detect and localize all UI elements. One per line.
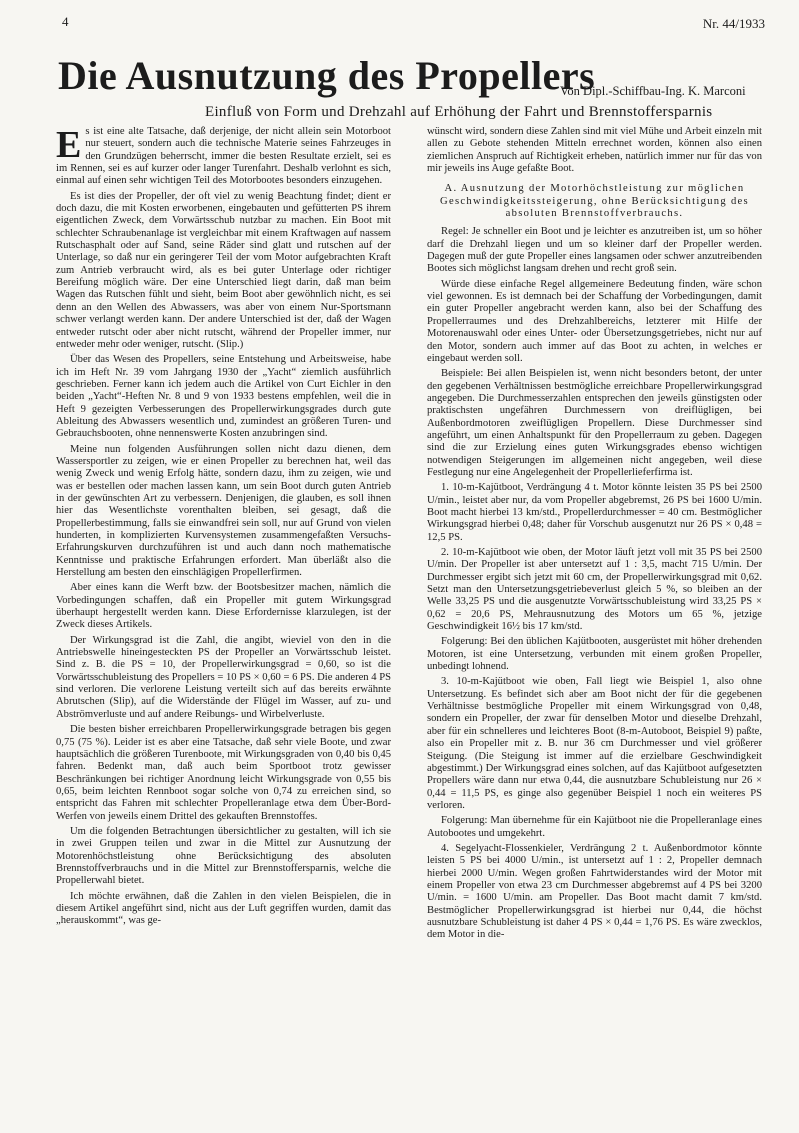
paragraph: Die besten bisher erreichbaren Propellerwirkungsgrade betragen bis gegen 0,75 (75 %). Leider ist es aber eine Tatsache, daß sehr viele Boote, und zwar hauptsächlich die größeren Turenboote, mit Wirkungsgraden von 0,40 bis 0,45 fahren. Bedenkt man, daß auch beim Sportboot trotz gewisser Beschränkungen bei richtiger Anordnung leicht Wirkungsgrade von 0,55 bis 0,65, beim leichten Rennboot sogar solche von 0,74 zu erreichen sind, so entspricht das Fahren mit schlechter Propelleranlage etwa dem Über-Bord-Werfen von jeweils einem Drittel des gekauften Brennstoffes. [56, 724, 391, 822]
example-paragraph: 1. 10-m-Kajütboot, Verdrängung 4 t. Motor könnte leisten 35 PS bei 2500 U/min., leistet aber nur, da vom Propeller abgebremst, 26 PS bei 1600 U/min. Boot macht hierbei 13 km/std., Propellerdurchmesser = 40 cm. Bestmöglicher Wirkungsgrad hierbei 0,48; daher für Vorschub ausgenutzt nur 26 PS × 0,48 = 12,5 PS. [427, 482, 762, 543]
example-paragraph: 2. 10-m-Kajütboot wie oben, der Motor läuft jetzt voll mit 35 PS bei 2500 U/min. Der Propeller ist aber untersetzt auf 1 : 3,5, macht 715 U/min. Der Durchmesser ergibt sich jetzt mit 60 cm, der Propellerwirkungsgrad mit 0,62. Setzt man den Untersetzungsgetriebeverlust gleich 5 %, so bleiben an der Welle 33,25 PS und die ausgenutzte Vorwärtsschubleistung wird 33,25 PS × 0,62 = 20,6 PS, Mehrausnutzung des Motors um 65 %, jetzige Geschwindigkeit 16½ bis 17 km/std. [427, 547, 762, 633]
section-heading: A. Ausnutzung der Motorhöchstleistung zur möglichen Geschwindigkeitssteigerung, ohne Berücksichtigung des absoluten Brennstoffverbrauchs. [440, 183, 749, 220]
paragraph: Der Wirkungsgrad ist die Zahl, die angibt, wieviel von den in die Antriebswelle hineingesteckten PS der Propeller an Vorwärtsschub leistet. Sind z. B. die PS = 10, der Propellerwirkungsgrad = 0,60, so ist die Vorwärtsschubleistung des Propellers = 10 PS × 0,60 = 6 PS. Die anderen 4 PS sind verloren. Die verlorene Leistung verteilt sich auf das bereits erwähnte Abrutschen (Slip), auf die Widerstände der Flügel im Wasser, auf zu- und Abströmverluste und auf andere Reibungs- und Wirbelverluste. [56, 634, 391, 720]
issue-number: Nr. 44/1933 [702, 16, 765, 31]
paragraph: Würde diese einfache Regel allgemeinere Bedeutung finden, wäre schon viel gewonnen. Es ist demnach bei der Schaffung der Vorbedingungen, damit ein guter Propeller angebracht werden kann, also bei der Schaffung des Propellerraumes und des Drehzahlbereichs, letzterer mit Hilfe der Motorenauswahl oder eines Unter- oder Übersetzungsgetriebes, nicht nur auf den Motor, sondern auch immer auf das Boot zu achten, in welches er eingebaut werden soll. [427, 278, 762, 364]
conclusion-paragraph: Folgerung: Bei den üblichen Kajütbooten, ausgerüstet mit höher drehenden Motoren, ist eine Untersetzung, verbunden mit einem großen Propeller, unbedingt lohnend. [427, 636, 762, 673]
paragraph: Es ist dies der Propeller, der oft viel zu wenig Beachtung findet; dient er doch dazu, die mit Kosten erworbenen, eingebauten und gefütterten PS ihrem eigentlichen Zweck, dem Vorwärtsschub nutzbar zu machen. Ein Boot mit schlechter Schraubenanlage ist vergleichbar mit einem Kraftwagen auf nassem Rutschasphalt oder auf Sand, seine Räder sind glatt und rutschen auf der Unterlage, so daß nur ein geringerer Teil der vom Motor aufgebrachten Kraft zum Antrieb verbraucht wird, als es bei guter Unterlage oder richtiger Bereifung möglich wäre. Der eine Unterschied liegt darin, daß man beim Wagen das Rutschen fühlt und sieht, beim Boot aber gewöhnlich nicht, es sei denn an den Wellen des Abwassers, was aber von einem Nur-Sportsmann schwer verlangt werden kann. Der andere Unterschied ist der, daß der Wagen entweder rutscht oder aber nicht rutscht, während der Propeller immer, nur entweder mehr oder weniger, rutscht. (Slip.) [56, 190, 391, 350]
paragraph: Ich möchte erwähnen, daß die Zahlen in den vielen Beispielen, die in diesem Artikel angeführt sind, nicht aus der Luft gegriffen wurden, damit das „herauskommt“, was ge- [56, 890, 391, 927]
article-title: Die Ausnutzung des Propellers [58, 53, 596, 98]
conclusion-paragraph: Folgerung: Man übernehme für ein Kajütboot nie die Propelleranlage eines Autobootes und umgekehrt. [427, 815, 762, 839]
drop-cap: E [56, 124, 82, 166]
left-column [56, 126, 391, 1116]
paragraph: Regel: Je schneller ein Boot und je leichter es anzutreiben ist, um so höher darf die Drehzahl liegen und um so kleiner darf der Propeller werden. Dagegen muß der gute Propeller eines langsamen oder schwer anzutreibenden Bootes sich möglichst langsam drehen und recht groß sein. [427, 226, 762, 275]
paragraph: Beispiele: Bei allen Beispielen ist, wenn nicht besonders betont, der unter den gegebenen Verhältnissen bestmögliche erreichbare Propellerwirkungsgrad angegeben. Die Durchmesserzahlen entsprechen den jeweils günstigsten oder praktischsten ungefähren Durchmessern von dreiflügligen, bei Außenbordmotoren zweiflügligen Propellern. Diese Durchmesser sind angeführt, um einen Anhaltspunkt für den Propellerraum zu geben. Dagegen sind die zur Erzielung eines guten Wirkungsgrades ebenso wichtigen notwendigen Steigerungen im allgemeinen nicht angegeben, weil diese Festlegung nur eine Angelegenheit der Propellerlieferfirma ist. [427, 368, 762, 478]
article-byline: Von Dipl.-Schiffbau-Ing. K. Marconi [560, 84, 746, 98]
example-paragraph: 3. 10-m-Kajütboot wie oben, Fall liegt wie Beispiel 1, also ohne Untersetzung. Es befindet sich aber am Boot nicht der für die gegebenen Verhältnisse bestmögliche Propeller mit einem Wirkungsgrad von 0,48, sondern ein Propeller, der zwar für denselben Motor und dieselbe Drehzahl, aber für ein schnelleres und leichteres Boot (8-m-Autoboot, Beispiel 9) paßte, also ein Propeller mit z. B. nur 36 cm Durchmesser und viel größerer Steigung. (Die Steigung ist immer auf die erzielbare Geschwindigkeit abgestimmt.) Der Wirkungsgrad eines solchen, auf das Kajütboot aufgesetzten Propellers wäre dann nur etwa 0,44, die ausnutzbare Schubleistung nur 26 × 0,44 = 11,5 PS, es ginge also gegenüber Beispiel 1 noch ein weiteres PS verloren. [427, 676, 762, 811]
article-subtitle: Einfluß von Form und Drehzahl auf Erhöhung der Fahrt und Brennstoffersparnis [205, 104, 713, 120]
paragraph: Um die folgenden Betrachtungen übersichtlicher zu gestalten, will ich sie in zwei Gruppen teilen und zwar in die Mittel zur Ausnutzung der Motorenhöchstleistung ohne Berücksichtigung des absoluten Brennstoffverbrauchs und in die Mittel zur Brennstoffersparnis, welche die Propellerwahl bietet. [56, 825, 391, 887]
paragraph: Meine nun folgenden Ausführungen sollen nicht dazu dienen, dem Wassersportler zu zeigen, wie er einen Propeller zu berechnen hat, weil das wenig Zweck und wenig Erfolg hätte, sondern dazu, ihm zu zeigen, wie und was er bestellen oder machen lassen kann, um sein Boot durch guten Antrieb in der gewünschten Art zu verbessern. Denjenigen, die glauben, es soll ihnen hier das Wesentlichste vorenthalten bleiben, sei gesagt, daß die Propellerbestimmung, falls sie einwandfrei sein soll, nur auf Grund von vielen hunderten, in komplizierten Kurvensystemen zusammengefaßten Versuchs-Erfahrungskurven durchzuführen ist und auch dann noch mathematische Kenntnisse und praktische Erfahrungen erfordert. Man überläßt also die Herstellung am besten den einschlägigen Propellerfirmen. [56, 443, 391, 579]
paragraph: wünscht wird, sondern diese Zahlen sind mit viel Mühe und Arbeit einzeln mit allen zu Gebote stehenden Mitteln errechnet worden, können also einen ziemlichen Anspruch auf Richtigkeit erheben, natürlich immer nur für das von mir jeweils ins Auge gefaßte Boot. [427, 126, 762, 175]
paragraph: Aber eines kann die Werft bzw. der Bootsbesitzer machen, nämlich die Vorbedingungen schaffen, daß ein Propeller mit gutem Wirkungsgrad überhaupt hergestellt werden kann. Diese Erfordernisse klarzulegen, ist der Zweck dieses Artikels. [56, 582, 391, 631]
paragraph: Über das Wesen des Propellers, seine Entstehung und Arbeitsweise, habe ich im Heft Nr. 39 vom Jahrgang 1930 der „Yacht“ ziemlich ausführlich geschrieben. Ferner kann ich jedem auch die Artikel von Curt Eichler in den beiden „Yacht“-Heften Nr. 8 und 9 von 1933 bestens empfehlen, weil die in Heft 9 gezeigten Verbesserungen des Propellerwirkungsgrades durch gute Ableitung des Abwassers wesentlich und, zumindest an größeren Turen- und Gebrauchsbooten, ohne nennenswerte Kosten anzubringen sind. [56, 354, 391, 440]
example-paragraph: 4. Segelyacht-Flossenkieler, Verdrängung 2 t. Außenbordmotor könnte leisten 5 PS bei 4000 U/min., ist untersetzt auf 1 : 2, Propeller demnach hierbei 2000 U/min. Wegen großen Fahrtwiderstandes wird der Motor mit einem Propeller von etwa 23 cm Durchmesser abgebremst auf 4 PS bei 3200 U/min. = 1600 U/min. am Propeller. Das Boot macht damit 7 km/std. Bestmöglicher Propellerwirkungsgrad ist hierbei nur 0,44, die höchst ausnutzbare Schubleistung ist daher 4 PS × 0,44 = 1,76 PS. Es wäre zwecklos, dem Motor in die- [427, 842, 762, 941]
right-column [427, 126, 762, 1116]
article-body [56, 126, 762, 1116]
page-number: 4 [62, 14, 69, 29]
paragraph: Es ist eine alte Tatsache, daß derjenige, der nicht allein sein Motorboot nur steuert, sondern auch die technische Materie seines Fahrzeuges in den Grundzügen beherrscht, immer die besten Resultate erzielt, sei es im Rennen, sei es auf kurzer oder langer Turenfahrt. Deshalb verlohnt es sich, einmal auf einen sehr wichtigen Teil des Motorbootes besonders einzugehen. [56, 124, 391, 187]
